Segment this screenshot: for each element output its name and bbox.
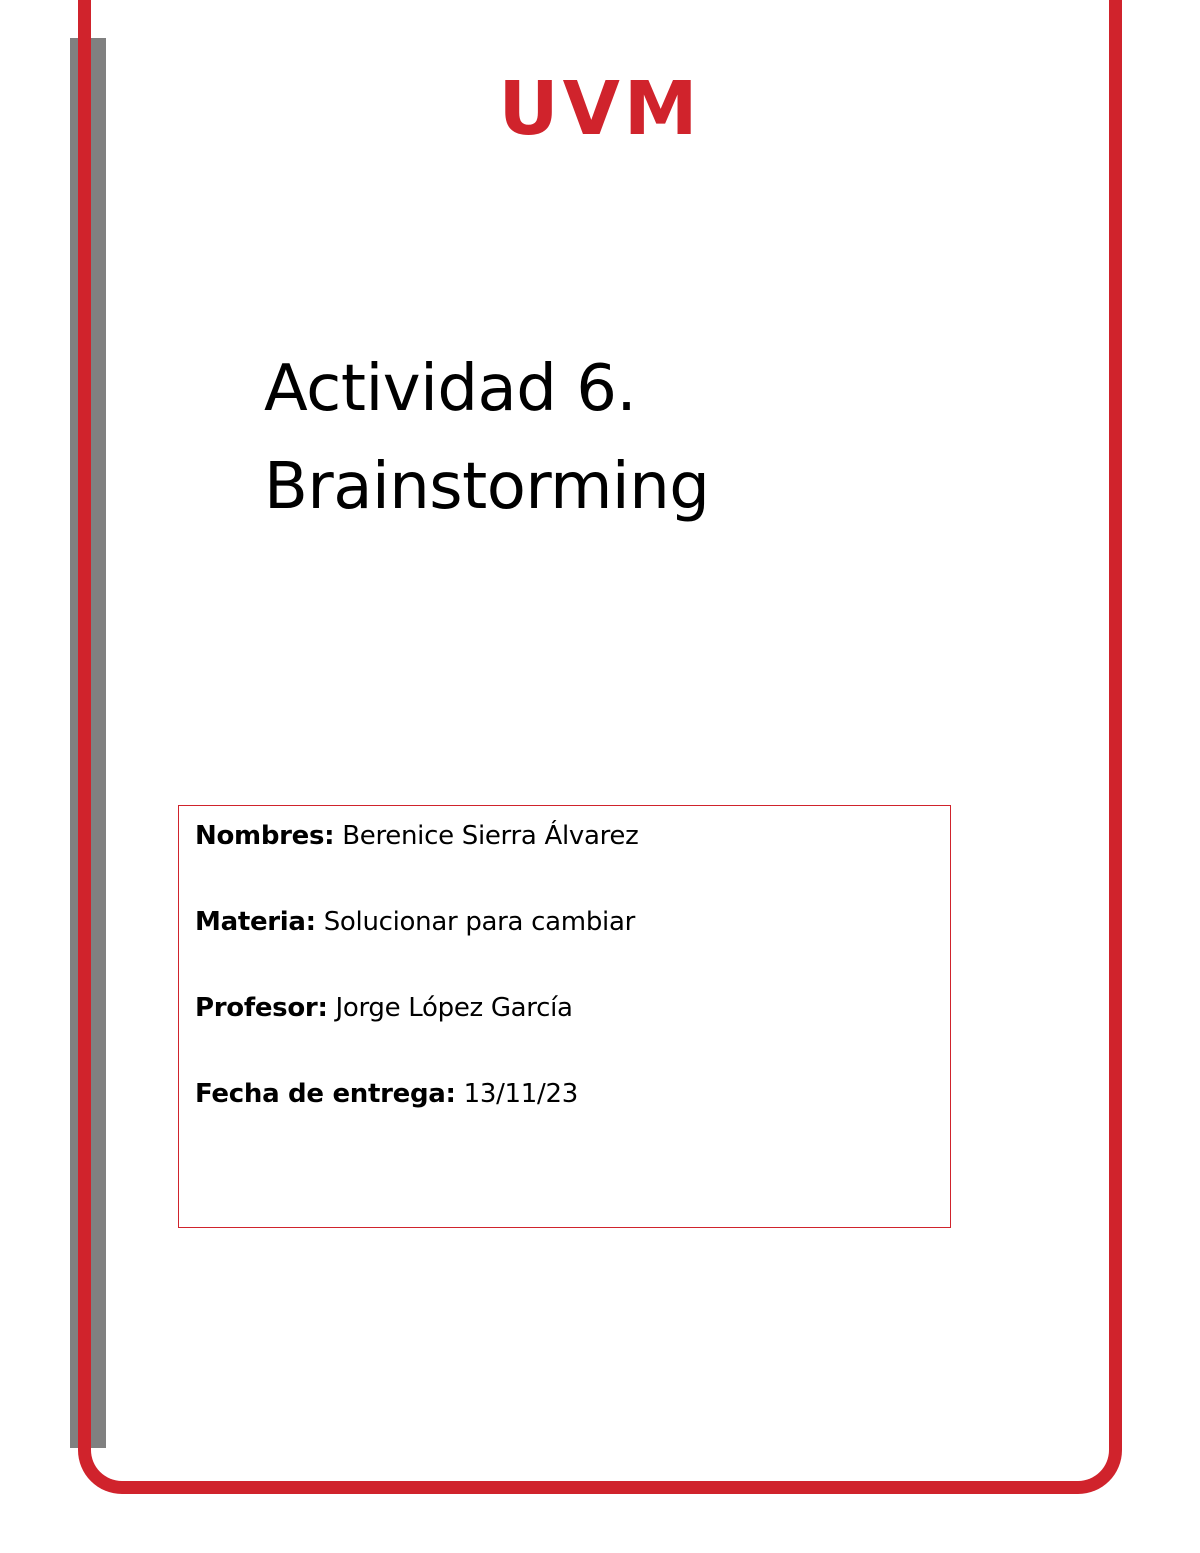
fecha-line	[195, 1076, 578, 1112]
fecha-label: Fecha de entrega:	[195, 1079, 456, 1109]
nombres-label: Nombres:	[195, 821, 335, 851]
uvm-logo	[470, 70, 730, 146]
nombres-line	[195, 818, 638, 854]
title-line-1: Actividad 6.	[264, 352, 637, 426]
document-title	[264, 340, 964, 536]
nombres-value: Berenice Sierra Álvarez	[334, 821, 639, 851]
red-frame-border	[78, 0, 1122, 1494]
logo-text: UVM	[498, 70, 702, 146]
materia-label: Materia:	[195, 907, 316, 937]
fecha-value: 13/11/23	[455, 1079, 578, 1109]
profesor-value: Jorge López García	[327, 993, 573, 1023]
profesor-label: Profesor:	[195, 993, 328, 1023]
title-line-2: Brainstorming	[264, 450, 710, 524]
materia-line	[195, 904, 635, 940]
student-info-box	[178, 805, 951, 1228]
materia-value: Solucionar para cambiar	[315, 907, 635, 937]
profesor-line	[195, 990, 573, 1026]
